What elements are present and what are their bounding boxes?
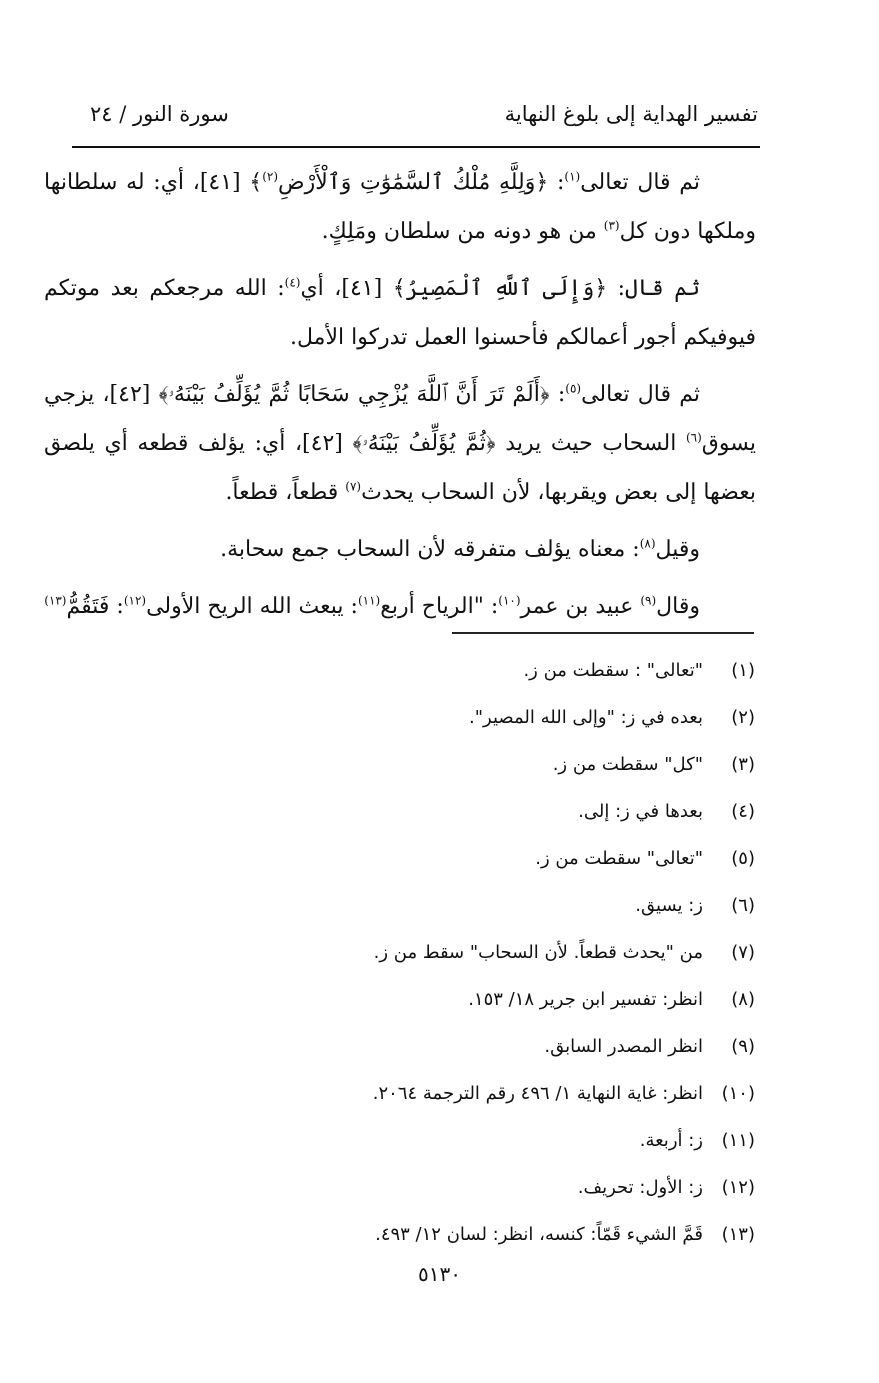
page-number: ٥١٣٠ (418, 1262, 461, 1286)
footnote-text: بعدها في ز: إلى. (578, 801, 703, 822)
footnote-number: (٤) (731, 801, 755, 822)
footnote-ref[interactable]: (٤) (284, 275, 301, 290)
text-run: عبيد بن عمر (520, 594, 641, 619)
footnote-ref[interactable]: (٧) (345, 479, 362, 494)
footnote-text: "تعالى" سقطت من ز. (535, 848, 703, 869)
footnote-ref[interactable]: (١١) (357, 593, 381, 608)
footnote-ref[interactable]: (٣) (603, 218, 620, 233)
quran-verse: : ﴿وَلِلَّهِ مُلْكُ ٱلسَّمَٰوَٰتِ وَٱلْأَرْضِ (278, 170, 565, 195)
header-divider (72, 146, 760, 148)
footnote-item (300, 754, 755, 801)
surah-reference: سورة النور / ٢٤ (90, 102, 229, 126)
footnote-ref[interactable]: (١٢) (123, 593, 147, 608)
text-run: من هو دونه من سلطان ومَلِكٍ. (321, 219, 604, 244)
footnote-number: (٧) (731, 942, 755, 963)
footnote-item (300, 1177, 755, 1224)
paragraph-1 (44, 158, 756, 256)
footnote-number: (١٠) (721, 1083, 755, 1104)
footnote-ref[interactable]: (٥) (565, 381, 582, 396)
footnote-ref[interactable]: (١٣) (44, 593, 67, 608)
footnote-text: من "يحدث قطعاً. لأن السحاب" سقط من ز. (373, 942, 703, 963)
footnote-divider (452, 632, 754, 634)
text-run: السحاب حيث يريد ﴿ثُمَّ يُؤَلِّفُ بَيْنَهُۥ﴾ [٤٢]، أي: يؤلف قطعه أي يلصق بعضها إلى بعض ويقربها، لأن السحاب يحدث (44, 431, 756, 505)
text-run: وقال (656, 594, 700, 619)
footnote-number: (١١) (721, 1130, 755, 1151)
text-run: : الله مرجعكم بعد موتكم فيوفيكم أجور أعمالكم فأحسنوا العمل تدركوا الأمل. (44, 276, 756, 350)
footnote-number: (٣) (731, 754, 755, 775)
footnote-item (300, 660, 755, 707)
footnote-text: انظر: غاية النهاية ١/ ٤٩٦ رقم الترجمة ٢٠٦٤. (372, 1083, 703, 1104)
text-run: وقيل (655, 537, 700, 562)
text-run: : "الرياح أربع (380, 594, 499, 619)
paragraph-5 (44, 582, 756, 631)
footnote-item (300, 1036, 755, 1083)
footnote-ref[interactable]: (٩) (640, 593, 657, 608)
text-run: ﴾ [٤١]، أي: له سلطانها وملكها دون كل (44, 170, 756, 244)
paragraph-2 (44, 264, 756, 362)
footnote-text: ز: الأول: تحريف. (577, 1177, 703, 1198)
footnote-number: (٦) (731, 895, 755, 916)
text-run: : معناه يؤلف متفرقه لأن السحاب جمع سحابة. (220, 537, 640, 562)
footnote-number: (٩) (731, 1036, 755, 1057)
footnote-text: انظر المصدر السابق. (544, 1036, 703, 1057)
footnote-item (300, 848, 755, 895)
footnote-text: "تعالى" : سقطت من ز. (523, 660, 703, 681)
footnote-item (300, 801, 755, 848)
footnote-number: (١) (731, 660, 755, 681)
footnote-number: (٥) (731, 848, 755, 869)
footnote-text: "كل" سقطت من ز. (552, 754, 703, 775)
footnotes-list (300, 660, 755, 1271)
footnote-item (300, 989, 755, 1036)
footnote-ref[interactable]: (٦) (685, 430, 702, 445)
footnote-item (300, 707, 755, 754)
footnote-number: (١٢) (721, 1177, 755, 1198)
footnote-text: بعده في ز: "وإلى الله المصير". (469, 707, 703, 728)
footnote-ref[interactable]: (٢) (262, 169, 279, 184)
footnote-text: ز: يسيق. (635, 895, 703, 916)
main-text (44, 158, 756, 631)
paragraph-3 (44, 370, 756, 517)
footnote-ref[interactable]: (٨) (639, 536, 656, 551)
text-run: ثم قال تعالى (580, 170, 701, 195)
footnote-item (300, 942, 755, 989)
book-title: تفسير الهداية إلى بلوغ النهاية (504, 102, 758, 126)
footnote-number: (٢) (731, 707, 755, 728)
text-run: : فَتَقُمُّ (66, 594, 124, 619)
text-run: قطعاً، قطعاً. (225, 480, 346, 505)
footnote-item (300, 1130, 755, 1177)
footnote-number: (١٣) (721, 1224, 755, 1245)
footnote-text: قَمَّ الشيء قَمّاً: كنسه، انظر: لسان ١٢/ ٤٩٣. (375, 1224, 703, 1245)
footnote-item (300, 1083, 755, 1130)
text-run: ثم قال تعالى (581, 382, 701, 407)
footnote-ref[interactable]: (١) (564, 169, 581, 184)
quran-verse: : ﴿أَلَمْ تَرَ أَنَّ ٱللَّهَ يُزْجِي سَحَابًا ثُمَّ يُؤَلِّفُ بَيْنَهُۥ﴾ [٤٢]، يزجي يسوق (44, 382, 756, 456)
footnote-item (300, 895, 755, 942)
text-run: : يبعث الله الريح الأولى (146, 594, 358, 619)
footnote-text: انظر: تفسير ابن جرير ١٨/ ١٥٣. (468, 989, 703, 1010)
running-header (90, 98, 758, 130)
footnote-ref[interactable]: (١٠) (498, 593, 521, 608)
footnote-number: (٨) (731, 989, 755, 1010)
text-run: ثم قال: ﴿وَإِلَى ٱللَّهِ ٱلْمَصِيرُ﴾ [٤١]، أي (300, 276, 700, 301)
footnote-text: ز: أربعة. (639, 1130, 703, 1151)
paragraph-4 (44, 525, 756, 574)
